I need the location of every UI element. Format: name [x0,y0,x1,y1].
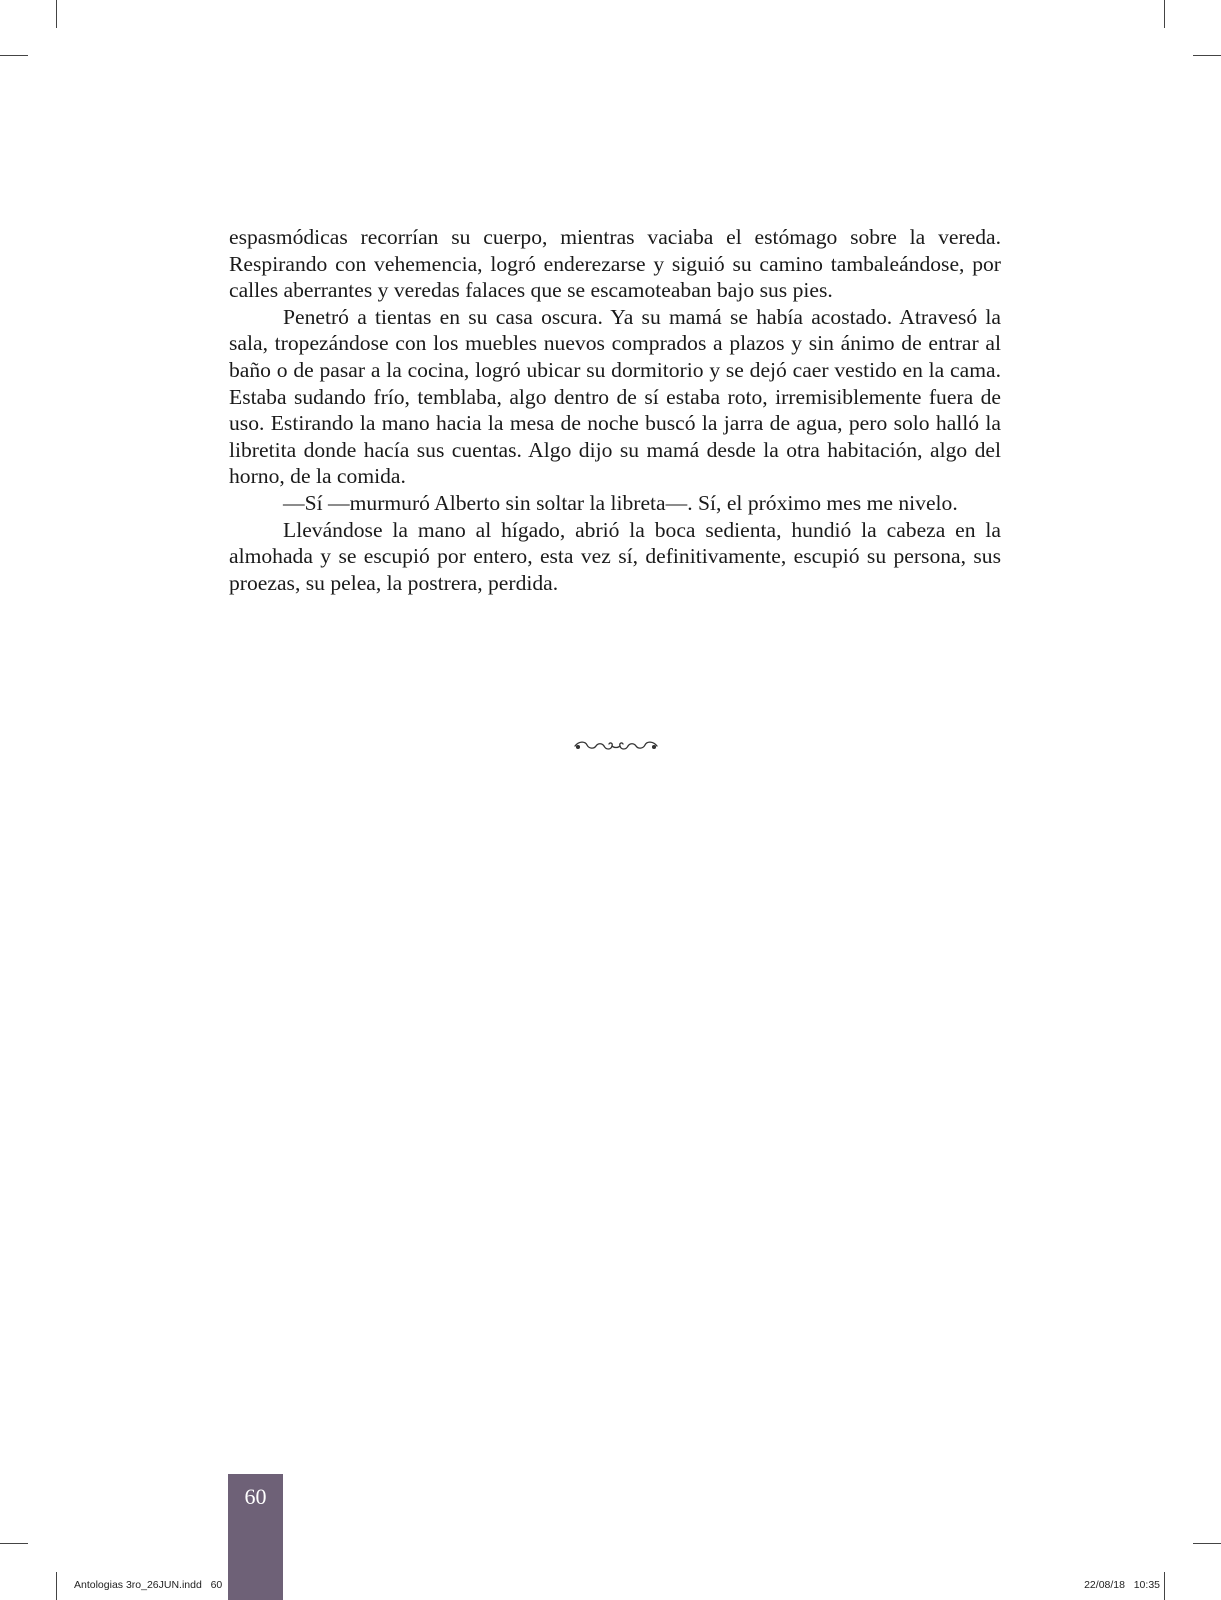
crop-mark-bottom-right [1164,1572,1165,1600]
paragraph: Penetró a tientas en su casa oscura. Ya su mamá se había acostado. Atravesó la sala, tropezándose con los muebles nuevos comprados a plazos y sin ánimo de entrar al baño o de pasar a la cocina, logró ubicar su dormitorio y se dejó caer vestido en la cama. Estaba sudando frío, temblaba, algo dentro de sí estaba roto, irremisiblemente fuera de uso. Estirando la mano hacia la mesa de noche buscó la jarra de agua, pero solo halló la libretita donde hacía sus cuentas. Algo dijo su mamá desde la otra habitación, algo del horno, de la comida. [229,304,1001,489]
body-text [229,224,1001,596]
crop-mark-bottom-right-h [1193,1543,1221,1544]
paragraph: Llevándose la mano al hígado, abrió la boca sedienta, hundió la cabeza en la almohada y se escupió por entero, esta vez sí, definitivamente, escupió su persona, sus proezas, su pelea, la postrera, perdida. [229,517,1001,595]
page-number-tab [228,1474,283,1600]
paragraph-dialogue: —Sí —murmuró Alberto sin soltar la libreta—. Sí, el próximo mes me nivelo. [283,490,958,515]
crop-mark-top-right [1164,0,1165,28]
slug-filename: Antologias 3ro_26JUN.indd 60 [74,1579,223,1591]
page-number: 60 [244,1484,267,1509]
paragraph: espasmódicas recorrían su cuerpo, mientras vaciaba el estómago sobre la vereda. Respirando con vehemencia, logró enderezarse y siguió su camino tambaleándose, por calles aberrantes y veredas falaces que se escamoteaban bajo sus pies. [229,225,1001,303]
flourish-ornament-icon [573,738,659,754]
slug-timestamp: 22/08/18 10:35 [1084,1579,1160,1591]
crop-mark-top-left-h [0,55,28,56]
crop-mark-bottom-left [56,1572,57,1600]
crop-mark-top-right-h [1193,55,1221,56]
crop-mark-bottom-left-h [0,1543,28,1544]
crop-mark-top-left [56,0,57,28]
